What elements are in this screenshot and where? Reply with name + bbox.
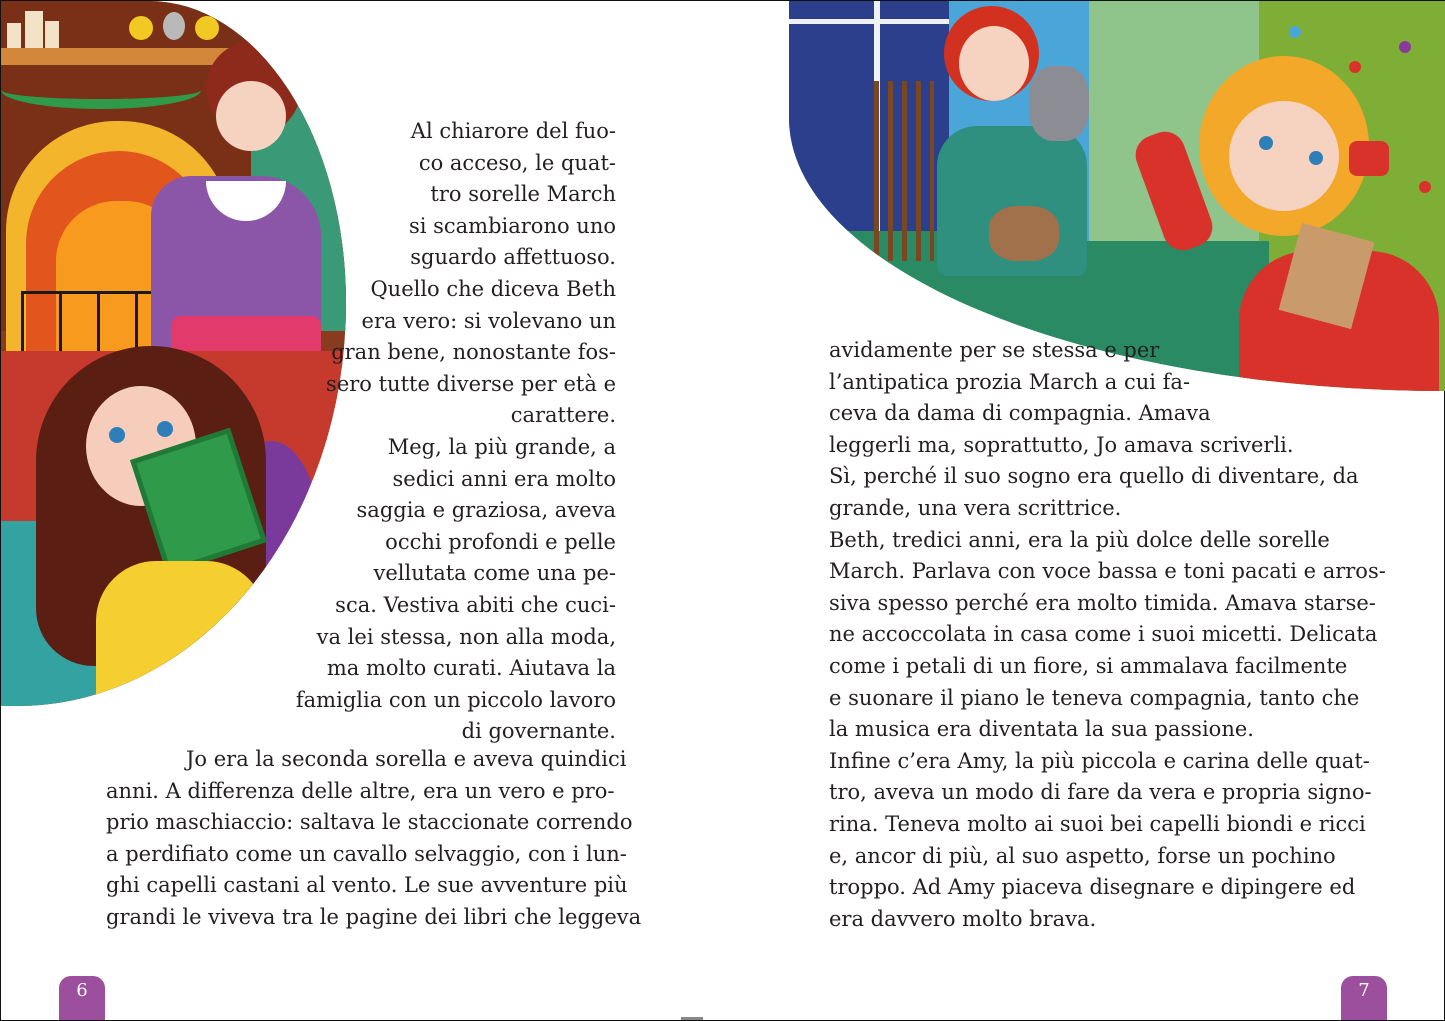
illustration-beth-and-amy	[789, 1, 1445, 391]
page-number: 6	[76, 980, 88, 1001]
text-line: occhi profondi e pelle	[385, 529, 616, 554]
text-line: co acceso, le quat-	[418, 150, 616, 175]
text-line: e suonare il piano le teneva compagnia, tanto che	[829, 685, 1360, 710]
text-line: era davvero molto brava.	[829, 906, 1097, 931]
text-line: Quello che diceva Beth	[370, 276, 616, 301]
text-line: va lei stessa, non alla moda,	[316, 624, 616, 649]
text-line: avidamente per se stessa e per	[829, 338, 1160, 362]
text-line: era vero: si volevano un	[361, 308, 616, 333]
text-line: e, ancor di più, al suo aspetto, forse un pochino	[829, 843, 1336, 868]
text-line: l’antipatica prozia March a cui fa-	[829, 369, 1191, 394]
text-line: di governante.	[461, 719, 616, 744]
illustration-meg-and-jo	[1, 1, 346, 706]
text-line: saggia e graziosa, aveva	[356, 498, 616, 523]
paragraph-sisters-and-meg	[296, 116, 616, 748]
text-line: sedici anni era molto	[392, 466, 616, 491]
text-line: sca. Vestiva abiti che cuci-	[335, 592, 616, 617]
text-line: grandi le viveva tra le pagine dei libri che leggeva	[106, 904, 642, 929]
text-line: famiglia con un piccolo lavoro	[295, 687, 616, 712]
page-number: 7	[1358, 980, 1370, 1001]
left-page	[1, 1, 723, 1020]
text-line: troppo. Ad Amy piaceva disegnare e dipingere ed	[829, 875, 1356, 900]
text-line: Sì, perché il suo sogno era quello di diventare, da	[829, 464, 1359, 489]
text-line: siva spesso perché era molto timida. Amava starse-	[829, 590, 1376, 615]
text-line: Jo era la seconda sorella e aveva quindici	[186, 747, 627, 771]
page-number-tab	[59, 976, 105, 1020]
text-line: Al chiarore del fuo-	[410, 119, 616, 143]
paragraph-jo-beth-amy	[829, 335, 1386, 935]
text-line: gran bene, nonostante fos-	[331, 340, 616, 365]
text-line: tro sorelle March	[430, 182, 616, 207]
paragraph-jo	[106, 744, 642, 934]
text-line: sero tutte diverse per età e	[326, 371, 616, 396]
text-line: come i petali di un fiore, si ammalava facilmente	[829, 653, 1348, 678]
text-line: anni. A differenza delle altre, era un vero e pro-	[106, 778, 615, 803]
text-line: carattere.	[510, 403, 616, 428]
text-line: ceva da dama di compagnia. Amava	[829, 401, 1211, 426]
text-line: leggerli ma, soprattutto, Jo amava scriverli.	[829, 432, 1294, 457]
text-line: March. Parlava con voce bassa e toni pacati e arros-	[829, 559, 1386, 584]
text-line: vellutata come una pe-	[373, 561, 616, 586]
text-line: grande, una vera scrittrice.	[829, 495, 1122, 520]
text-line: si scambiarono uno	[408, 213, 616, 238]
page-number-tab	[1341, 976, 1387, 1020]
text-line: la musica era diventata la sua passione.	[829, 717, 1254, 742]
text-line: ma molto curati. Aiutava la	[326, 656, 616, 681]
text-line: ghi capelli castani al vento. Le sue avventure più	[106, 873, 628, 898]
text-line: Infine c’era Amy, la più piccola e carina delle quat-	[829, 748, 1370, 773]
gutter-mark	[681, 1017, 703, 1020]
text-line: tro, aveva un modo di fare da vera e propria signo-	[829, 780, 1372, 805]
text-line: Meg, la più grande, a	[387, 434, 616, 459]
text-line: sguardo affettuoso.	[410, 245, 616, 270]
text-line: ne accoccolata in casa come i suoi micetti. Delicata	[829, 622, 1378, 647]
right-page	[723, 1, 1445, 1020]
text-line: Beth, tredici anni, era la più dolce delle sorelle	[829, 527, 1330, 552]
text-line: a perdifiato come un cavallo selvaggio, con i lun-	[106, 841, 627, 866]
text-line: prio maschiaccio: saltava le staccionate correndo	[106, 810, 633, 835]
text-line: rina. Teneva molto ai suoi bei capelli biondi e ricci	[829, 811, 1366, 836]
